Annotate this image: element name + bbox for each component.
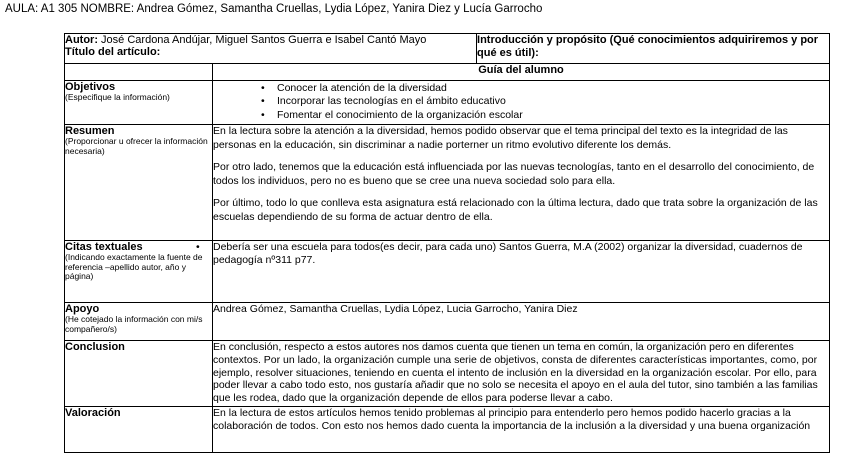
valoracion-row	[65, 407, 830, 453]
resumen-paragraph: Por otro lado, tenemos que la educación está influenciada por las nuevas tecnologías, tanto en el desarrollo del conocimiento, de todos los individuos, pero no es bueno que se cree una nueva sociedad solo para ella.	[213, 161, 815, 187]
objetivos-list	[213, 81, 829, 122]
guide-table	[64, 33, 830, 453]
list-item: • Fomentar el conocimiento de la organización escolar	[277, 109, 829, 122]
citas-hint: (Indicando exactamente la fuente de referencia –apellido autor, año y página)	[65, 252, 203, 281]
authors-row	[65, 34, 830, 64]
list-item: • Debería ser una escuela para todos(es decir, para cada uno) Santos Guerra, M.A (2002) organizar la diversidad, cuadernos de pedagogía nº311 p77.	[213, 241, 829, 266]
guia-row	[65, 64, 830, 81]
citas-label-cell[interactable]	[65, 241, 213, 303]
objetivos-label-cell[interactable]	[65, 81, 213, 125]
objetivos-label: Objetivos	[65, 81, 116, 93]
valoracion-label-cell[interactable]	[65, 407, 213, 453]
apoyo-content-cell[interactable]	[213, 303, 830, 341]
article-title-label: Título del artículo:	[65, 46, 161, 58]
resumen-paragraph: Por último, todo lo que conlleva esta asignatura está relacionado con la última lectura, dado que trata sobre la organización de las escuelas dependiendo de su forma de actuar dentro de ella.	[213, 197, 818, 223]
citas-content-cell[interactable]	[213, 241, 830, 303]
conclusion-label-cell[interactable]	[65, 341, 213, 407]
citas-list	[213, 241, 829, 266]
objetivos-hint: (Especifique la información)	[65, 92, 170, 102]
resumen-label-cell[interactable]	[65, 125, 213, 241]
resumen-content-cell[interactable]	[213, 125, 830, 241]
intro-label: Introducción y propósito (Qué conocimientos adquiriremos y por qué es útil):	[477, 34, 819, 59]
apoyo-row	[65, 303, 830, 341]
objetivos-row	[65, 81, 830, 125]
valoracion-content-cell[interactable]	[213, 407, 830, 453]
resumen-row	[65, 125, 830, 241]
citas-label: Citas textuales	[65, 241, 143, 253]
list-item: • Conocer la atención de la diversidad	[277, 82, 829, 95]
guia-label: Guía del alumno	[478, 64, 564, 76]
guia-empty-cell[interactable]	[65, 64, 213, 81]
author-names: José Cardona Andújar, Miguel Santos Guerra e Isabel Cantó Mayo	[98, 34, 427, 46]
resumen-hint: (Proporcionar u ofrecer la información necesaria)	[65, 136, 208, 156]
valoracion-value: En la lectura de estos artículos hemos tenido problemas al principio para entenderlo pero hemos podido hacerlo gracias a la colaboración de todos. Con esto nos hemos dado cuenta la importancia de la inclusión a la diversidad y una buena organización	[213, 407, 811, 432]
valoracion-label: Valoración	[65, 407, 121, 419]
apoyo-label: Apoyo	[65, 303, 100, 315]
conclusion-label: Conclusion	[65, 341, 125, 353]
citas-row	[65, 241, 830, 303]
author-label: Autor:	[65, 34, 98, 46]
apoyo-hint: (He cotejado la información con mi/s compañero/s)	[65, 314, 203, 334]
header-line: AULA: A1 305 NOMBRE: Andrea Gómez, Samantha Cruellas, Lydia López, Yanira Diez y Lucía Garrocho	[5, 3, 543, 15]
apoyo-value: Andrea Gómez, Samantha Cruellas, Lydia López, Lucia Garrocho, Yanira Diez	[213, 303, 578, 315]
resumen-label: Resumen	[65, 125, 115, 137]
apoyo-label-cell[interactable]	[65, 303, 213, 341]
conclusion-content-cell[interactable]	[213, 341, 830, 407]
conclusion-row	[65, 341, 830, 407]
authors-cell[interactable]	[65, 34, 477, 64]
intro-cell[interactable]	[477, 34, 830, 64]
guia-cell[interactable]	[213, 64, 830, 81]
list-item: • Incorporar las tecnologías en el ámbito educativo	[277, 95, 829, 108]
conclusion-value: En conclusión, respecto a estos autores nos damos cuenta que tienen un tema en común, la organización pero en diferentes contextos. Por un lado, la organización cumple una serie de objetivos, consta de diferentes características importantes, como, por ejemplo, resolver situaciones, teniendo en cuenta el intento de inclusión en la diversidad en la organización escolar. Por ello, para poder llevar a cabo todo esto, nos gustaría añadir que no solo se necesita el apoyo en el aula del tutor, sino también a las familias que les rodea, dado que la organización depende de ellos para poderse llevar a cabo.	[213, 341, 818, 405]
objetivos-content-cell[interactable]	[213, 81, 830, 125]
resumen-paragraph: En la lectura sobre la atención a la diversidad, hemos podido observar que el tema principal del texto es la integridad de las personas en la educación, sin discriminar a nadie porterner un ritmo evolutivo diferente los demás.	[213, 125, 788, 151]
